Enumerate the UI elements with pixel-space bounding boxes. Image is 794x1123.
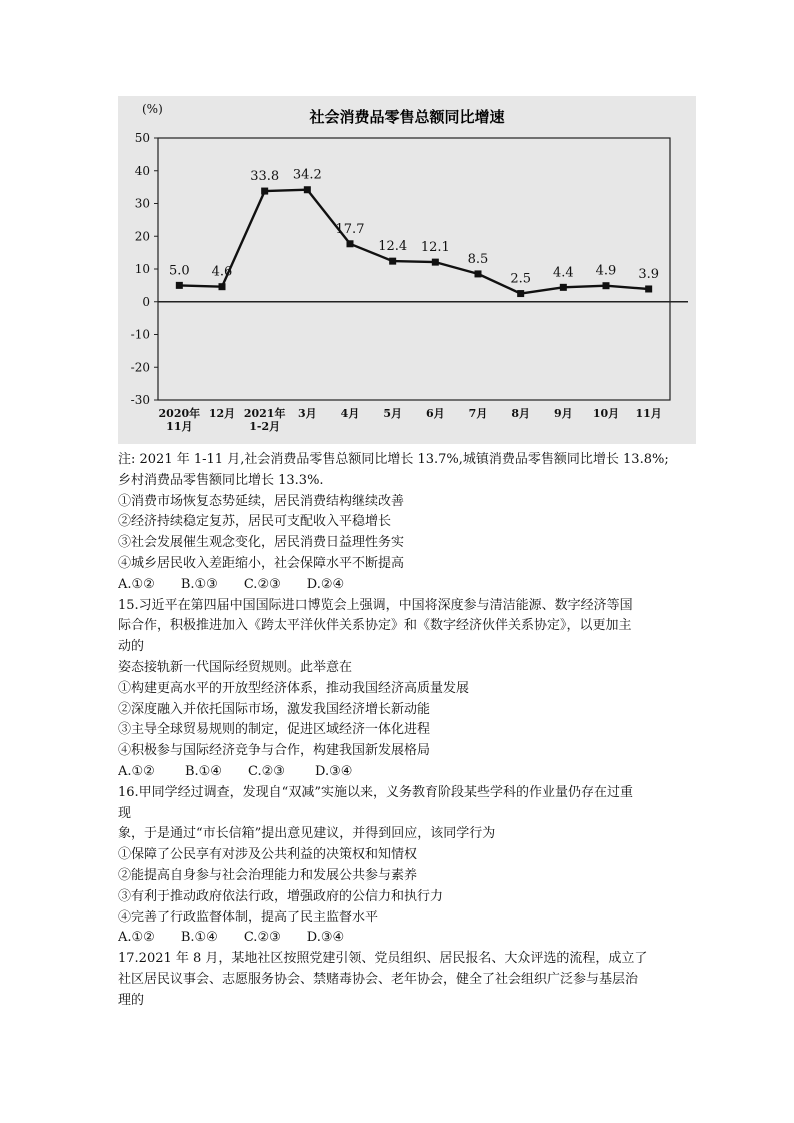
plot-frame	[158, 138, 670, 400]
line-chart	[118, 96, 696, 444]
q16-stem-1: 16.甲同学经过调查，发现自“双减”实施以来，义务教育阶段某些学科的作业量仍存在过重	[118, 784, 633, 800]
y-tick-label: 50	[134, 131, 150, 145]
data-point	[560, 284, 567, 291]
q15-stem-4: 姿态接轨新一代国际经贸规则。此举意在	[118, 659, 353, 675]
data-label: 4.9	[595, 263, 617, 279]
question-text	[118, 450, 696, 1012]
q15-stem-1: 15.习近平在第四届中国国际进口博览会上强调，中国将深度参与清洁能源、数字经济等国	[118, 597, 633, 613]
chart-title: 社会消费品零售总额同比增速	[309, 108, 505, 126]
q16-option-2: ②能提高自身参与社会治理能力和发展公共参与素养	[118, 867, 418, 883]
chart-area	[118, 96, 696, 444]
chart-note-cont: 乡村消费品零售额同比增长 13.3%.	[118, 472, 324, 488]
data-point	[261, 188, 268, 195]
data-label: 17.7	[335, 221, 365, 237]
q15-option-4: ④积极参与国际经济竞争与合作，构建我国新发展格局	[118, 743, 431, 759]
x-tick-label: 8月	[511, 407, 530, 420]
y-tick-label: -30	[130, 393, 150, 407]
x-tick-label: 6月	[426, 407, 445, 420]
q16-option-3: ③有利于推动政府依法行政，增强政府的公信力和执行力	[118, 888, 444, 904]
data-label: 12.1	[420, 240, 450, 256]
x-tick-label: 9月	[554, 407, 573, 420]
q15-stem-3: 动的	[118, 639, 145, 655]
y-tick-label: 20	[134, 229, 150, 244]
data-point	[304, 186, 311, 193]
data-label: 12.4	[378, 239, 408, 255]
q14-option-3: ③社会发展催生观念变化，居民消费日益理性务实	[118, 535, 405, 551]
x-tick-label: 10月	[592, 407, 620, 420]
x-tick-label: 5月	[383, 407, 402, 420]
q17-stem-2: 社区居民议事会、志愿服务协会、禁赌毒协会、老年协会，健全了社会组织广泛参与基层治	[118, 971, 639, 987]
data-point	[645, 285, 652, 292]
data-point	[517, 290, 524, 297]
data-label: 5.0	[168, 263, 190, 279]
data-label: 8.5	[467, 251, 489, 267]
x-tick-label: 2021年 1-2月	[243, 407, 286, 433]
q16-option-4: ④完善了行政监督体制，提高了民主监督水平	[118, 909, 379, 925]
x-tick-label: 2020年 11月	[158, 407, 201, 433]
data-label: 3.9	[638, 266, 660, 282]
y-axis-unit-label: (%)	[142, 102, 163, 116]
q16-stem-2: 现	[118, 805, 132, 821]
q14-option-4: ④城乡居民收入差距缩小，社会保障水平不断提高	[118, 555, 405, 571]
data-point	[432, 259, 439, 266]
q16-stem-3: 象，于是通过“市长信箱”提出意见建议，并得到回应，该同学行为	[118, 826, 496, 842]
q17-stem-1: 17.2021 年 8 月，某地社区按照党建引领、党员组织、居民报名、大众评选的流程，成立了	[118, 951, 648, 967]
q14-option-2: ②经济持续稳定复苏，居民可支配收入平稳增长	[118, 514, 392, 530]
data-label: 34.2	[292, 167, 322, 183]
data-label: 4.4	[552, 265, 574, 281]
q17-stem-3: 理的	[118, 992, 145, 1008]
x-tick-label: 3月	[298, 407, 317, 420]
q15-option-1: ①构建更高水平的开放型经济体系，推动我国经济高质量发展	[118, 680, 470, 696]
y-tick-label: 10	[134, 262, 150, 276]
data-label: 2.5	[510, 271, 532, 287]
data-point	[389, 258, 396, 265]
x-tick-label: 11月	[635, 407, 662, 420]
chart-note: 注: 2021 年 1-11 月,社会消费品零售总额同比增长 13.7%,城镇消费品零售额同比增长 13.8%;	[118, 452, 669, 467]
data-point	[603, 282, 610, 289]
series-line	[179, 190, 648, 294]
q15-option-2: ②深度融入并依托国际市场，激发我国经济增长新动能	[118, 701, 431, 717]
q15-answers: A.①② B.①④ C.②③ D.③④	[118, 763, 353, 779]
y-tick-label: 40	[134, 163, 150, 178]
data-label: 4.6	[211, 264, 233, 280]
x-tick-label: 12月	[208, 407, 236, 420]
data-point	[176, 282, 183, 289]
data-point	[219, 283, 226, 290]
q16-answers: A.①② B.①④ C.②③ D.③④	[118, 930, 345, 946]
q15-stem-2: 际合作，积极推进加入《跨太平洋伙伴关系协定》和《数字经济伙伴关系协定》，以更加主	[118, 618, 632, 634]
y-tick-label: -20	[130, 360, 150, 375]
q16-option-1: ①保障了公民享有对涉及公共利益的决策权和知情权	[118, 847, 418, 863]
q15-option-3: ③主导全球贸易规则的制定，促进区域经济一体化进程	[118, 722, 431, 738]
x-tick-label: 7月	[468, 407, 488, 420]
data-label: 33.8	[250, 169, 280, 185]
data-point	[347, 240, 354, 247]
q14-answers: A.①② B.①③ C.②③ D.②④	[118, 576, 345, 592]
data-point	[475, 270, 482, 277]
y-tick-label: 30	[134, 196, 150, 211]
x-tick-label: 4月	[340, 407, 360, 420]
y-tick-label: -10	[130, 327, 150, 342]
y-tick-label: 0	[142, 294, 150, 309]
q14-option-1: ①消费市场恢复态势延续，居民消费结构继续改善	[118, 493, 405, 509]
